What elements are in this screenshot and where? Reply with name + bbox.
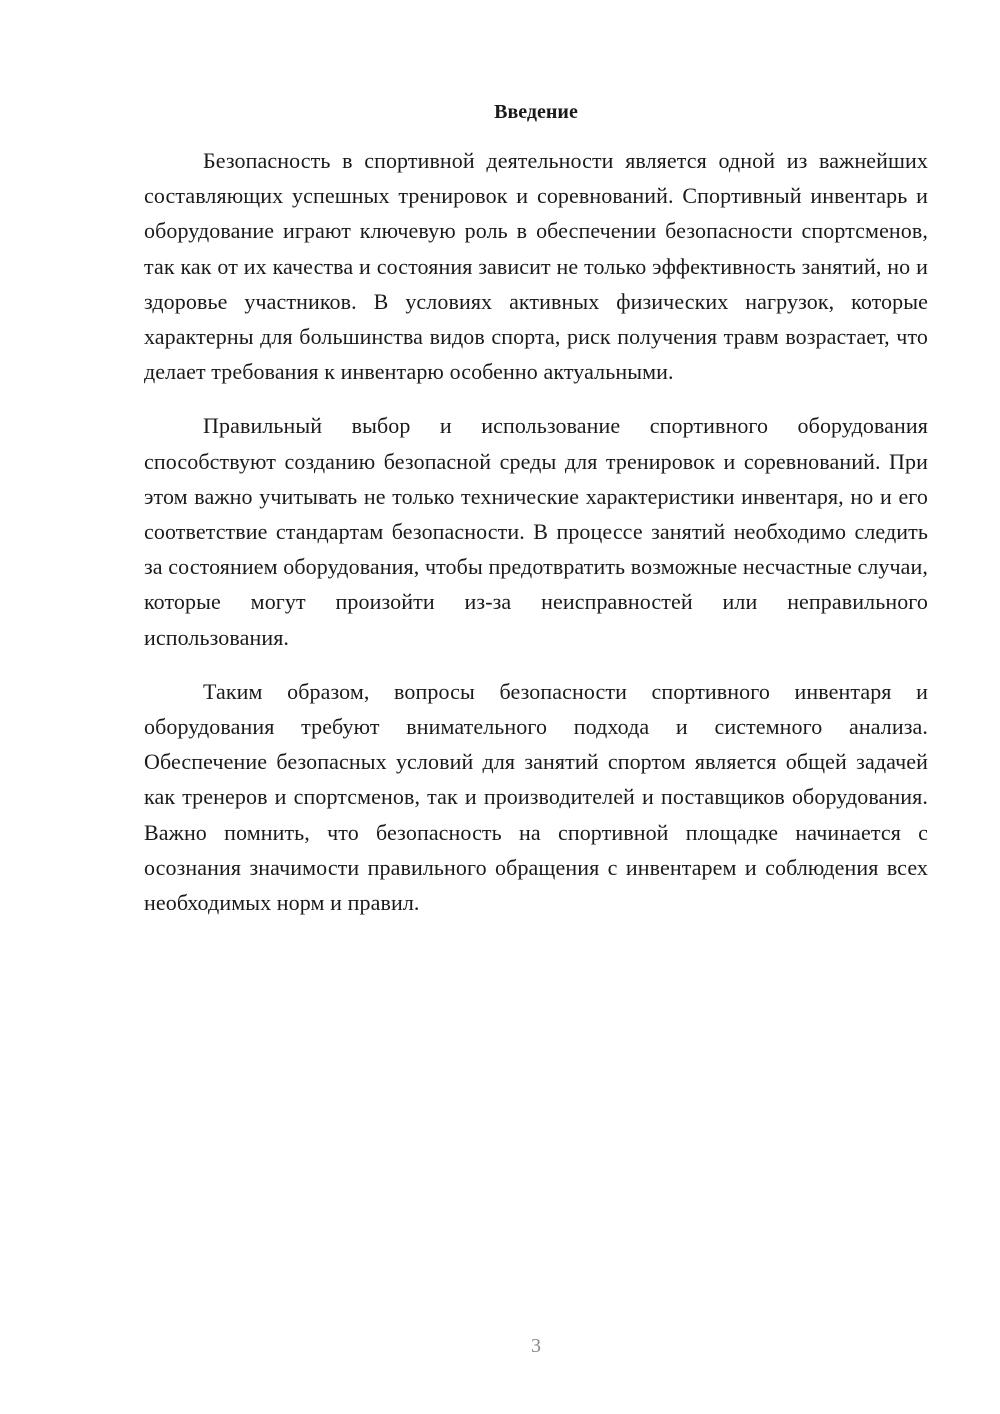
page-number: 3 bbox=[531, 1335, 541, 1357]
paragraph-1: Безопасность в спортивной деятельности является одной из важнейших составляющих успешных тренировок и соревнований. Спортивный инвентарь и оборудование играют ключевую роль в обеспечении безопасности спортсменов, так как от их качества и состояния зависит не только эффективность занятий, но и здоровье участников. В условиях активных физических нагрузок, которые характерны для большинства видов спорта, риск получения травм возрастает, что делает требования к инвентарю особенно актуальными. bbox=[144, 148, 928, 385]
body-text bbox=[144, 143, 928, 939]
section-heading: Введение bbox=[494, 101, 578, 123]
paragraph-3: Таким образом, вопросы безопасности спортивного инвентаря и оборудования требуют внимательного подхода и системного анализа. Обеспечение безопасных условий для занятий спортом является общей задачей как тренеров и спортсменов, так и производителей и поставщиков оборудования. Важно помнить, что безопасность на спортивной площадке начинается с осознания значимости правильного обращения с инвентарем и соблюдения всех необходимых норм и правил. bbox=[144, 678, 928, 916]
paragraph-2: Правильный выбор и использование спортивного оборудования способствуют созданию безопасной среды для тренировок и соревнований. При этом важно учитывать не только технические характеристики инвентаря, но и его соответствие стандартам безопасности. В процессе занятий необходимо следить за состоянием оборудования, чтобы предотвратить возможные несчастные случаи, которые могут произойти из-за неисправностей или неправильного использования. bbox=[144, 413, 928, 650]
